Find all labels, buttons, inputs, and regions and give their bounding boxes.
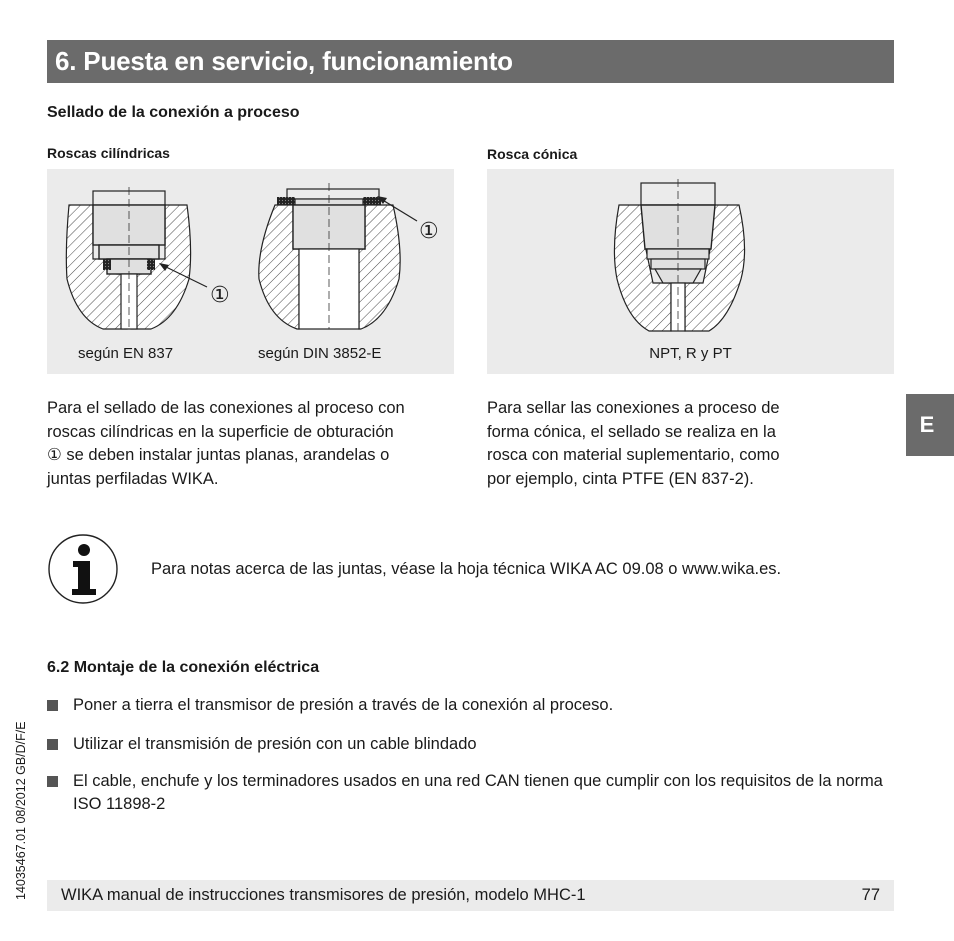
footer (47, 880, 894, 911)
caption-npt: NPT, R y PT (649, 345, 732, 362)
sealing-heading: Sellado de la conexión a proceso (47, 104, 300, 121)
conical-paragraph (487, 397, 887, 491)
conical-drawing (487, 169, 894, 374)
info-note-text: Para notas acerca de las juntas, véase la hoja técnica WIKA AC 09.08 o www.wika.es. (151, 560, 782, 578)
page-number: 77 (861, 886, 880, 904)
list-item-text: Utilizar el transmisión de presión con un cable blindado (73, 735, 477, 753)
electrical-heading: 6.2 Montaje de la conexión eléctrica (47, 659, 320, 676)
bullet-square-icon (47, 739, 58, 750)
bullet-square-icon (47, 776, 58, 787)
footer-text: WIKA manual de instrucciones transmisores de presión, modelo MHC-1 (61, 886, 586, 904)
list-item-text: El cable, enchufe y los terminadores usados en una red CAN tienen que cumplir con los requisitos de la norma ISO 11898-2 (73, 772, 883, 813)
paragraph-line: Para sellar las conexiones a proceso de (487, 399, 780, 417)
paragraph-line: por ejemplo, cinta PTFE (EN 837-2). (487, 469, 754, 488)
list-item-text: Poner a tierra el transmisor de presión a través de la conexión al proceso. (73, 696, 614, 714)
cylindrical-subheading: Roscas cilíndricas (47, 145, 170, 161)
cylindrical-figure (47, 169, 454, 374)
paragraph-line: Para el sellado de las conexiones al proceso con (47, 399, 405, 417)
language-tab: E (906, 394, 954, 456)
cylindrical-drawing (47, 169, 454, 374)
paragraph-line: roscas cilíndricas en la superficie de obturación (47, 422, 394, 441)
conical-figure (487, 169, 894, 374)
paragraph-line: juntas perfiladas WIKA. (47, 469, 219, 488)
paragraph-line: rosca con material suplementario, como (487, 446, 780, 464)
caption-din-3852: según DIN 3852-E (258, 345, 382, 362)
svg-text:①: ① (419, 219, 439, 244)
document-code: 14035467.01 08/2012 GB/D/F/E (14, 721, 28, 900)
svg-text:①: ① (210, 283, 230, 308)
cylindrical-paragraph (47, 397, 467, 491)
bullet-square-icon (47, 700, 58, 711)
info-icon (47, 533, 119, 605)
caption-en-837: según EN 837 (78, 345, 174, 362)
section-title: 6. Puesta en servicio, funcionamiento (47, 40, 894, 83)
conical-subheading: Rosca cónica (487, 146, 578, 162)
paragraph-line: forma cónica, el sellado se realiza en la (487, 422, 776, 441)
paragraph-line: ① se deben instalar juntas planas, arandelas o (47, 446, 390, 464)
